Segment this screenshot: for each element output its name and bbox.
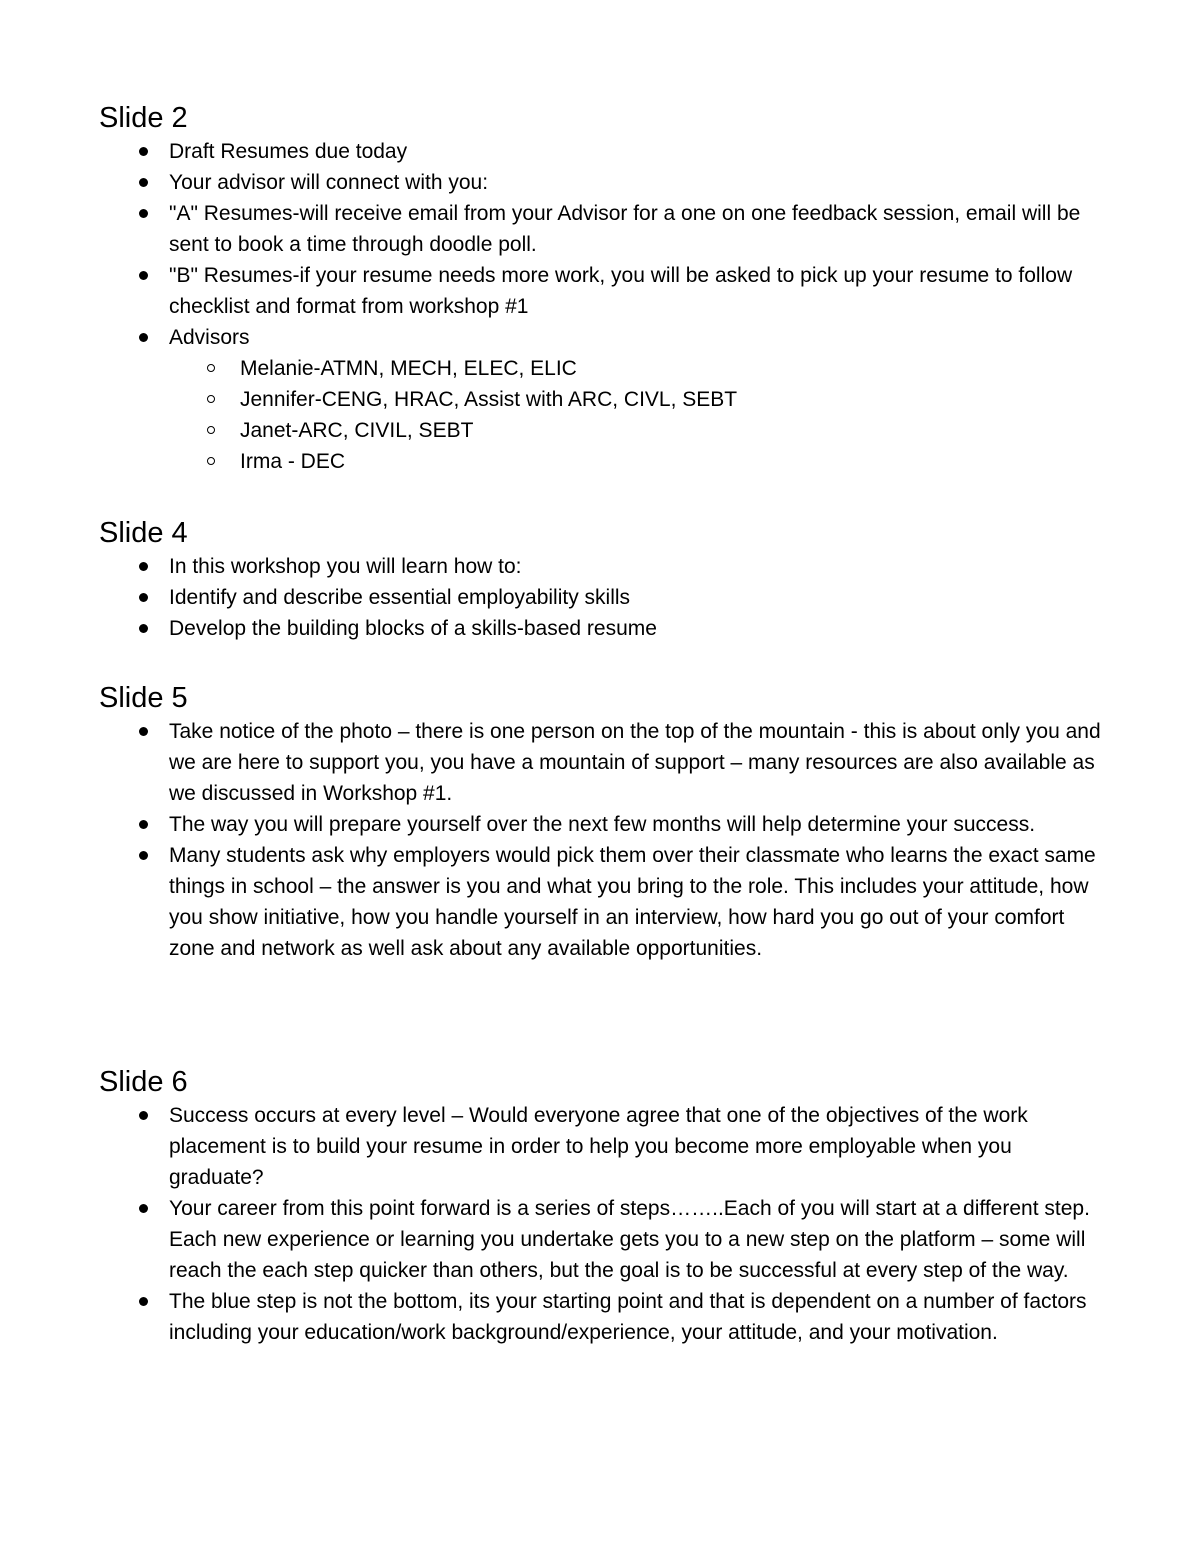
list-item bbox=[99, 198, 1109, 260]
list-item bbox=[99, 136, 1109, 167]
list-item bbox=[99, 260, 1109, 322]
section-slide-4 bbox=[99, 515, 1109, 644]
list-item-text: Identify and describe essential employability skills bbox=[169, 586, 631, 609]
list-item-text: Success occurs at every level – Would everyone agree that one of the objectives of the work placement is to build your resume in order to help you become more employable when you graduate? bbox=[169, 1104, 1028, 1189]
bullet-icon bbox=[139, 1111, 148, 1120]
list-item bbox=[99, 716, 1109, 809]
bullet-icon bbox=[139, 178, 148, 187]
bullet-list bbox=[99, 551, 1109, 644]
bullet-icon bbox=[139, 624, 148, 633]
list-item-text: Take notice of the photo – there is one person on the top of the mountain - this is about only you and we are here to support you, you have a mountain of support – many resources are also available as we discussed in Workshop #1. bbox=[169, 720, 1101, 805]
list-item-text: Develop the building blocks of a skills-based resume bbox=[169, 617, 657, 640]
bullet-icon bbox=[139, 1297, 148, 1306]
circle-bullet-icon bbox=[207, 457, 215, 465]
sub-list-item-text: Jennifer-CENG, HRAC, Assist with ARC, CIVL, SEBT bbox=[240, 388, 738, 411]
section-heading: Slide 4 bbox=[99, 517, 188, 549]
circle-bullet-icon bbox=[207, 395, 215, 403]
bullet-list bbox=[99, 1100, 1109, 1348]
list-item bbox=[99, 613, 1109, 644]
bullet-icon bbox=[139, 1204, 148, 1213]
bullet-icon bbox=[139, 851, 148, 860]
list-item bbox=[99, 1100, 1109, 1193]
list-item-text: "B" Resumes-if your resume needs more work, you will be asked to pick up your resume to follow checklist and format from workshop #1 bbox=[169, 264, 1073, 318]
bullet-icon bbox=[139, 727, 148, 736]
bullet-list bbox=[99, 716, 1109, 964]
list-item bbox=[99, 167, 1109, 198]
list-item bbox=[99, 809, 1109, 840]
bullet-icon bbox=[139, 562, 148, 571]
sub-list-item-text: Melanie-ATMN, MECH, ELEC, ELIC bbox=[240, 357, 577, 380]
list-item-text: Your advisor will connect with you: bbox=[169, 171, 489, 194]
sub-list-item bbox=[99, 446, 1109, 477]
circle-bullet-icon bbox=[207, 364, 215, 372]
list-item bbox=[99, 582, 1109, 613]
bullet-icon bbox=[139, 593, 148, 602]
list-item-text: The way you will prepare yourself over the next few months will help determine your success. bbox=[169, 813, 1036, 836]
list-item bbox=[99, 322, 1109, 353]
section-heading: Slide 5 bbox=[99, 682, 188, 714]
list-item-text: Many students ask why employers would pick them over their classmate who learns the exact same things in school – the answer is you and what you bring to the role. This includes your attitude, how you show initiative, how you handle yourself in an interview, how hard you go out of your comfort zone and network as well ask about any available opportunities. bbox=[169, 844, 1096, 960]
list-item-text: "A" Resumes-will receive email from your Advisor for a one on one feedback session, email will be sent to book a time through doodle poll. bbox=[169, 202, 1081, 256]
sub-list-item bbox=[99, 384, 1109, 415]
bullet-icon bbox=[139, 209, 148, 218]
sub-list-item bbox=[99, 353, 1109, 384]
list-item bbox=[99, 1193, 1109, 1286]
list-item-text: The blue step is not the bottom, its your starting point and that is dependent on a number of factors including your education/work background/experience, your attitude, and your motivation. bbox=[169, 1290, 1087, 1344]
sub-list-item-text: Janet-ARC, CIVIL, SEBT bbox=[240, 419, 474, 442]
list-item-text: Advisors bbox=[169, 326, 250, 349]
list-item bbox=[99, 840, 1109, 964]
list-item bbox=[99, 1286, 1109, 1348]
list-item-text: Your career from this point forward is a series of steps……..Each of you will start at a different step. Each new experience or learning you undertake gets you to a new step on the platform – some will reach the each step quicker than others, but the goal is to be successful at every step of the way. bbox=[169, 1197, 1090, 1282]
section-heading: Slide 6 bbox=[99, 1066, 188, 1098]
bullet-list bbox=[99, 136, 1109, 477]
bullet-icon bbox=[139, 820, 148, 829]
sub-list-item-text: Irma - DEC bbox=[240, 450, 345, 473]
bullet-icon bbox=[139, 271, 148, 280]
section-slide-5 bbox=[99, 680, 1109, 964]
list-item-text: In this workshop you will learn how to: bbox=[169, 555, 522, 578]
list-item bbox=[99, 551, 1109, 582]
bullet-icon bbox=[139, 333, 148, 342]
section-heading: Slide 2 bbox=[99, 102, 188, 134]
list-item-text: Draft Resumes due today bbox=[169, 140, 408, 163]
section-slide-6 bbox=[99, 1064, 1109, 1348]
circle-bullet-icon bbox=[207, 426, 215, 434]
section-slide-2 bbox=[99, 100, 1109, 477]
sub-list-item bbox=[99, 415, 1109, 446]
bullet-icon bbox=[139, 147, 148, 156]
